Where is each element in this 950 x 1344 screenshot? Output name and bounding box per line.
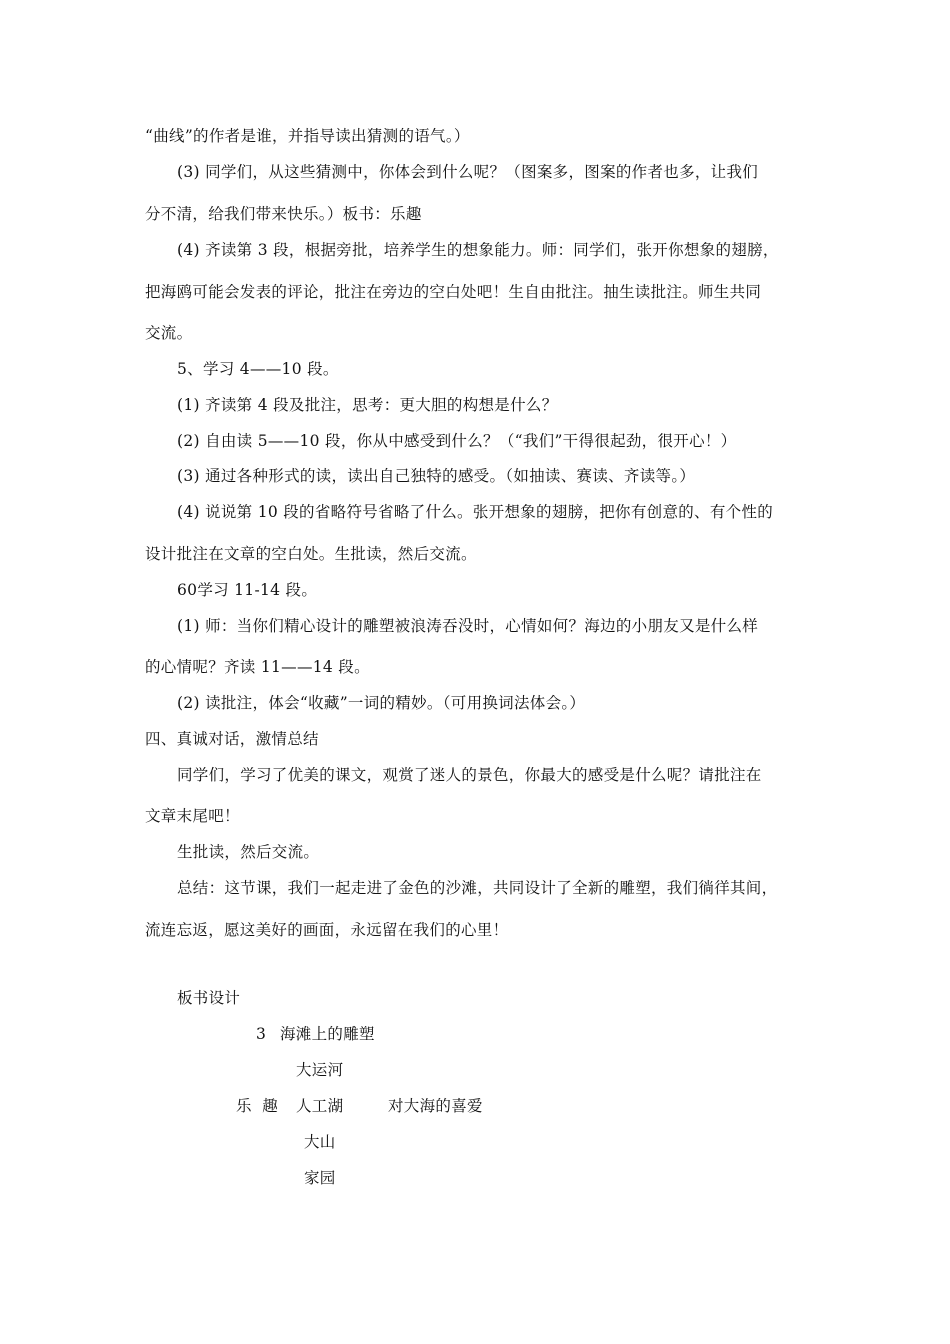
paragraph-line: 同学们，学习了优美的课文，观赏了迷人的景色，你最大的感受是什么呢？请批注在 [177, 766, 762, 784]
paragraph-line: 流连忘返，愿这美好的画面，永远留在我们的心里！ [145, 921, 509, 939]
board-heading: 板书设计 [177, 989, 241, 1007]
paragraph-line: 的心情呢？齐读 11——14 段。 [145, 658, 370, 676]
paragraph-line: 总结：这节课，我们一起走进了金色的沙滩，共同设计了全新的雕塑，我们徜徉其间， [177, 879, 778, 897]
paragraph-line: (1) 师：当你们精心设计的雕塑被浪涛吞没时，心情如何？海边的小朋友又是什么样 [177, 617, 759, 635]
paragraph-line: 把海鸥可能会发表的评论，批注在旁边的空白处吧！生自由批注。抽生读批注。师生共同 [145, 283, 762, 301]
paragraph-line: 设计批注在文章的空白处。生批读，然后交流。 [145, 545, 477, 563]
board-item: 大运河 [296, 1061, 344, 1079]
paragraph-line: (1) 齐读第 4 段及批注，思考：更大胆的构想是什么？ [177, 396, 558, 414]
paragraph-line: (4) 说说第 10 段的省略符号省略了什么。张开想象的翅膀，把你有创意的、有个性的 [177, 503, 774, 521]
paragraph-line: 5、学习 4——10 段。 [177, 360, 339, 378]
board-title: 海滩上的雕塑 [280, 1025, 375, 1043]
section-heading: 四、真诚对话，激情总结 [145, 730, 319, 748]
paragraph-line: (2) 自由读 5——10 段，你从中感受到什么？（“我们”干得很起劲，很开心！） [177, 432, 737, 450]
board-right-label: 对大海的喜爱 [388, 1097, 483, 1115]
paragraph-line: 文章末尾吧！ [145, 807, 240, 825]
paragraph-line: 分不清，给我们带来快乐。）板书：乐趣 [145, 205, 422, 223]
paragraph-line: 60学习 11-14 段。 [177, 581, 318, 599]
board-title-number: 3 [256, 1025, 267, 1043]
board-item: 人工湖 [296, 1097, 344, 1115]
board-item: 大山 [304, 1133, 336, 1151]
paragraph-line: 生批读，然后交流。 [177, 843, 320, 861]
board-item: 家园 [304, 1169, 336, 1187]
paragraph-line: (2) 读批注，体会“收藏”一词的精妙。（可用换词法体会。） [177, 694, 586, 712]
paragraph-line: “曲线”的作者是谁，并指导读出猜测的语气。） [145, 127, 470, 145]
paragraph-line: (3) 通过各种形式的读，读出自己独特的感受。（如抽读、赛读、齐读等。） [177, 467, 696, 485]
board-left-label: 乐 趣 [236, 1097, 279, 1115]
paragraph-line: (3) 同学们，从这些猜测中，你体会到什么呢？（图案多，图案的作者也多，让我们 [177, 163, 759, 181]
paragraph-line: 交流。 [145, 324, 193, 342]
paragraph-line: (4) 齐读第 3 段，根据旁批，培养学生的想象能力。师：同学们，张开你想象的翅膀， [177, 241, 779, 259]
